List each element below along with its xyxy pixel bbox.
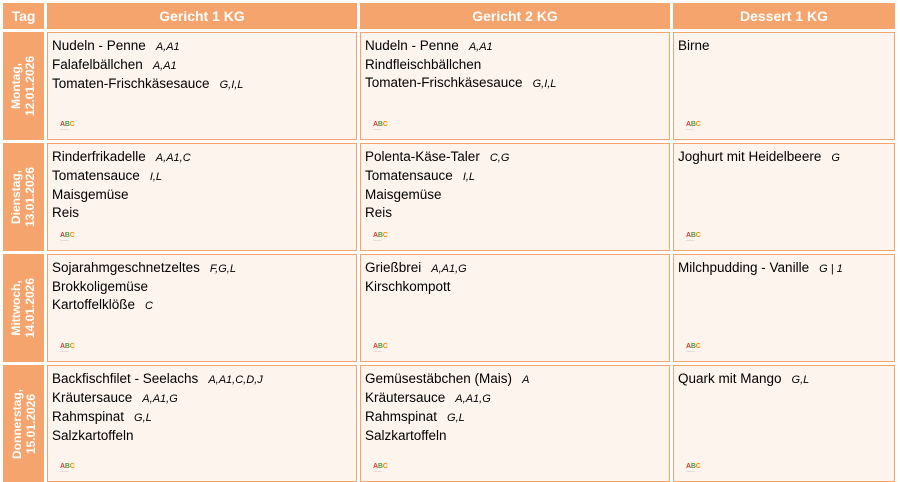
menu-item-name: Grießbrei bbox=[365, 260, 422, 275]
logo-letter: B bbox=[64, 232, 70, 239]
allergen-codes: A,A1,G bbox=[142, 393, 178, 405]
menu-item bbox=[52, 37, 356, 56]
day-label-text bbox=[10, 278, 38, 338]
logo-letter: A bbox=[373, 121, 378, 128]
allergen-codes: A,A1,G bbox=[455, 393, 491, 405]
menu-item bbox=[365, 204, 669, 222]
menu-item-name: Maisgemüse bbox=[52, 187, 129, 202]
header-tag: Tag bbox=[3, 3, 44, 29]
menu-item bbox=[365, 408, 669, 427]
logo-letter: B bbox=[64, 343, 70, 350]
menu-item bbox=[52, 296, 356, 315]
menu-item-name: Gemüsestäbchen (Mais) bbox=[365, 371, 513, 386]
logo-letter: C bbox=[382, 121, 388, 128]
logo-letter: A bbox=[686, 232, 691, 239]
day-label bbox=[3, 32, 44, 140]
menu-item-name: Brokkoligemüse bbox=[52, 279, 149, 294]
day-label bbox=[3, 254, 44, 362]
logo-underline: ——— bbox=[373, 469, 382, 473]
abc-logo-icon bbox=[373, 232, 388, 242]
menu-item bbox=[365, 167, 669, 186]
menu-item bbox=[678, 148, 894, 167]
menu-item bbox=[678, 37, 894, 55]
logo-underline: ——— bbox=[373, 238, 382, 242]
day-label-text bbox=[10, 388, 38, 458]
allergen-codes: G bbox=[831, 152, 840, 164]
allergen-codes: G,I,L bbox=[532, 78, 557, 90]
weekday: Donnerstag, bbox=[9, 388, 24, 459]
menu-item bbox=[52, 259, 356, 278]
menu-item-name: Rahmspinat bbox=[52, 409, 125, 424]
menu-item bbox=[52, 427, 356, 445]
logo-letter: A bbox=[373, 343, 378, 350]
menu-item bbox=[52, 389, 356, 408]
abc-logo-icon bbox=[373, 121, 388, 131]
menu-item bbox=[365, 370, 669, 389]
allergen-codes: A,A1 bbox=[155, 41, 180, 53]
logo-letter: A bbox=[373, 463, 378, 470]
menu-cell-dessert bbox=[673, 254, 895, 362]
menu-item-name: Birne bbox=[678, 38, 710, 53]
menu-item-name: Tomaten-Frischkäsesauce bbox=[52, 76, 210, 91]
menu-cell-dessert bbox=[673, 143, 895, 251]
allergen-codes: G | 1 bbox=[819, 263, 843, 275]
abc-logo-icon bbox=[60, 121, 75, 131]
abc-logo-icon bbox=[60, 232, 75, 242]
menu-cell-gericht-1 bbox=[47, 254, 357, 362]
allergen-codes: I,L bbox=[462, 171, 476, 183]
allergen-codes: A,A1 bbox=[152, 60, 177, 72]
menu-cell-gericht-2 bbox=[360, 365, 670, 482]
logo-underline: ——— bbox=[60, 238, 69, 242]
logo-letter: A bbox=[686, 463, 691, 470]
logo-underline: ——— bbox=[60, 469, 69, 473]
allergen-codes: C,G bbox=[489, 152, 510, 164]
logo-letter: C bbox=[382, 232, 388, 239]
menu-item-name: Reis bbox=[365, 205, 393, 220]
date: 15.01.2026 bbox=[23, 393, 38, 454]
menu-item-name: Tomatensauce bbox=[365, 168, 453, 183]
menu-cell-gericht-2 bbox=[360, 143, 670, 251]
menu-table bbox=[3, 3, 895, 482]
logo-letter: A bbox=[686, 121, 691, 128]
logo-letter: A bbox=[686, 343, 691, 350]
allergen-codes: A bbox=[522, 374, 530, 386]
logo-letter: B bbox=[690, 343, 696, 350]
menu-item bbox=[52, 56, 356, 75]
logo-letter: A bbox=[60, 121, 65, 128]
allergen-codes: F,G,L bbox=[209, 263, 236, 275]
logo-underline: ——— bbox=[686, 127, 695, 131]
day-label-text bbox=[10, 167, 38, 227]
allergen-codes: I,L bbox=[149, 171, 163, 183]
allergen-codes: A,A1,C bbox=[155, 152, 191, 164]
abc-logo-icon bbox=[60, 343, 75, 353]
logo-letter: B bbox=[690, 232, 696, 239]
menu-item-name: Nudeln - Penne bbox=[52, 38, 146, 53]
menu-item-name: Falafelbällchen bbox=[52, 57, 143, 72]
logo-letter: C bbox=[382, 343, 388, 350]
menu-cell-dessert bbox=[673, 32, 895, 140]
menu-item bbox=[52, 148, 356, 167]
menu-item bbox=[365, 389, 669, 408]
abc-logo-icon bbox=[686, 343, 701, 353]
menu-item bbox=[52, 186, 356, 204]
abc-logo-icon bbox=[373, 343, 388, 353]
header-dessert: Dessert 1 KG bbox=[673, 3, 895, 29]
menu-item-name: Reis bbox=[52, 205, 80, 220]
logo-letter: B bbox=[377, 463, 383, 470]
menu-item-name: Tomaten-Frischkäsesauce bbox=[365, 75, 523, 90]
menu-item bbox=[52, 278, 356, 296]
menu-item-name: Polenta-Käse-Taler bbox=[365, 149, 480, 164]
abc-logo-icon bbox=[373, 463, 388, 473]
menu-item-name: Kirschkompott bbox=[365, 279, 451, 294]
menu-item-name: Nudeln - Penne bbox=[365, 38, 459, 53]
menu-item bbox=[365, 56, 669, 74]
menu-item bbox=[365, 37, 669, 56]
logo-letter: B bbox=[377, 232, 383, 239]
menu-item bbox=[365, 259, 669, 278]
menu-item-name: Kräutersauce bbox=[365, 390, 446, 405]
logo-underline: ——— bbox=[373, 349, 382, 353]
menu-item bbox=[52, 204, 356, 222]
logo-underline: ——— bbox=[686, 469, 695, 473]
day-label-text bbox=[10, 56, 38, 116]
logo-underline: ——— bbox=[686, 238, 695, 242]
logo-letter: C bbox=[695, 463, 701, 470]
menu-item-name: Backfischfilet - Seelachs bbox=[52, 371, 199, 386]
allergen-codes: G,L bbox=[134, 412, 152, 424]
menu-cell-gericht-1 bbox=[47, 365, 357, 482]
weekday: Montag, bbox=[9, 63, 24, 109]
weekday: Dienstag, bbox=[9, 170, 24, 225]
menu-item bbox=[52, 408, 356, 427]
menu-item bbox=[365, 186, 669, 204]
menu-item bbox=[678, 370, 894, 389]
logo-underline: ——— bbox=[60, 349, 69, 353]
menu-item-name: Rinderfrikadelle bbox=[52, 149, 146, 164]
header-gericht-1: Gericht 1 KG bbox=[47, 3, 357, 29]
logo-letter: B bbox=[377, 121, 383, 128]
menu-item-name: Joghurt mit Heidelbeere bbox=[678, 149, 822, 164]
menu-item-name: Quark mit Mango bbox=[678, 371, 782, 386]
logo-letter: C bbox=[69, 121, 75, 128]
menu-item bbox=[52, 167, 356, 186]
day-label bbox=[3, 143, 44, 251]
menu-item bbox=[365, 278, 669, 296]
menu-item bbox=[365, 427, 669, 445]
logo-letter: B bbox=[690, 463, 696, 470]
header-gericht-2: Gericht 2 KG bbox=[360, 3, 670, 29]
logo-underline: ——— bbox=[60, 127, 69, 131]
menu-item-name: Sojarahmgeschnetzeltes bbox=[52, 260, 200, 275]
menu-item-name: Rindfleischbällchen bbox=[365, 57, 482, 72]
menu-cell-gericht-1 bbox=[47, 32, 357, 140]
date: 13.01.2026 bbox=[23, 166, 38, 228]
allergen-codes: A,A1 bbox=[468, 41, 493, 53]
logo-letter: B bbox=[64, 463, 70, 470]
menu-item-name: Kartoffelklöße bbox=[52, 297, 136, 312]
menu-item-name: Salzkartoffeln bbox=[365, 428, 447, 443]
allergen-codes: A,A1,C,D,J bbox=[208, 374, 263, 386]
allergen-codes: A,A1,G bbox=[431, 263, 467, 275]
allergen-codes: C bbox=[145, 300, 153, 312]
logo-letter: C bbox=[69, 343, 75, 350]
allergen-codes: G,I,L bbox=[219, 79, 244, 91]
logo-letter: C bbox=[695, 121, 701, 128]
abc-logo-icon bbox=[60, 463, 75, 473]
menu-item-name: Tomatensauce bbox=[52, 168, 140, 183]
abc-logo-icon bbox=[686, 463, 701, 473]
menu-cell-gericht-1 bbox=[47, 143, 357, 251]
allergen-codes: G,L bbox=[447, 412, 465, 424]
menu-item bbox=[365, 74, 669, 93]
logo-letter: A bbox=[60, 343, 65, 350]
date: 12.01.2026 bbox=[23, 55, 38, 117]
logo-letter: A bbox=[60, 232, 65, 239]
menu-item-name: Salzkartoffeln bbox=[52, 428, 134, 443]
logo-letter: B bbox=[64, 121, 70, 128]
menu-item bbox=[52, 75, 356, 94]
menu-item-name: Maisgemüse bbox=[365, 187, 442, 202]
logo-letter: C bbox=[695, 343, 701, 350]
logo-underline: ——— bbox=[686, 349, 695, 353]
logo-letter: C bbox=[69, 463, 75, 470]
day-label bbox=[3, 365, 44, 482]
logo-letter: B bbox=[690, 121, 696, 128]
menu-item bbox=[52, 370, 356, 389]
menu-item bbox=[678, 259, 894, 278]
weekday: Mittwoch, bbox=[9, 280, 24, 336]
allergen-codes: G,L bbox=[791, 374, 810, 386]
abc-logo-icon bbox=[686, 121, 701, 131]
abc-logo-icon bbox=[686, 232, 701, 242]
menu-item-name: Kräutersauce bbox=[52, 390, 133, 405]
logo-letter: B bbox=[377, 343, 383, 350]
logo-letter: A bbox=[373, 232, 378, 239]
logo-letter: C bbox=[69, 232, 75, 239]
logo-underline: ——— bbox=[373, 127, 382, 131]
menu-item-name: Rahmspinat bbox=[365, 409, 438, 424]
menu-item-name: Milchpudding - Vanille bbox=[678, 260, 810, 275]
menu-cell-gericht-2 bbox=[360, 32, 670, 140]
menu-cell-dessert bbox=[673, 365, 895, 482]
logo-letter: C bbox=[382, 463, 388, 470]
menu-item bbox=[365, 148, 669, 167]
logo-letter: A bbox=[60, 463, 65, 470]
logo-letter: C bbox=[695, 232, 701, 239]
date: 14.01.2026 bbox=[23, 277, 38, 339]
menu-cell-gericht-2 bbox=[360, 254, 670, 362]
